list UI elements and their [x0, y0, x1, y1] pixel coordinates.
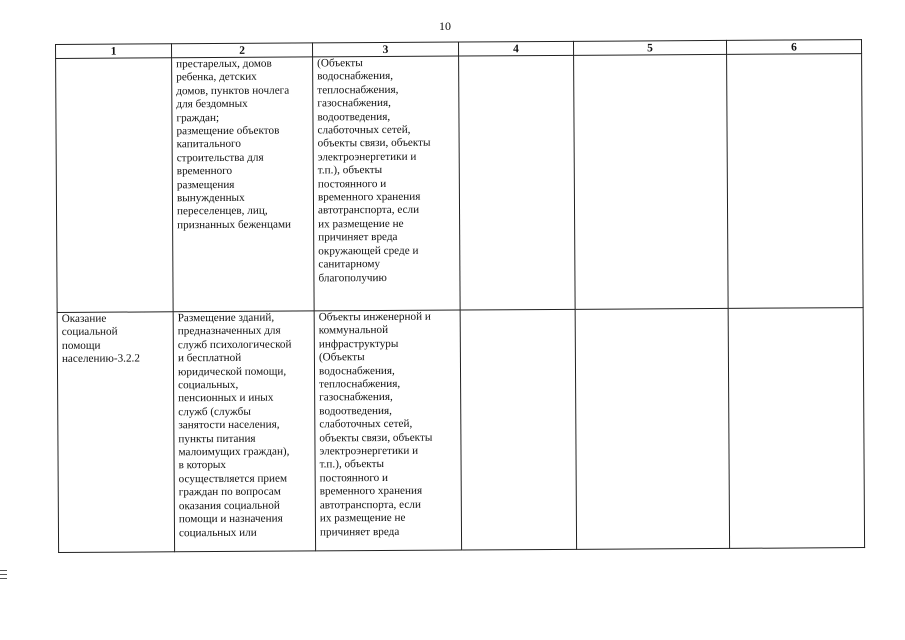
- page-number: 10: [439, 19, 451, 33]
- cell-text: престарелых, домов ребенка, детских домов, пунктов ночлега для бездомных граждан; размещение объектов капитального строительства для временного размещения вынужденных переселенцев, лиц, признанных беженцами: [176, 57, 292, 232]
- table-cell-column-4: [459, 55, 576, 310]
- cell-text: [465, 310, 571, 311]
- cell-text: Объекты инженерной и коммунальной инфраструктуры (Объекты водоснабжения, теплоснабжения, газоснабжения, водоотведения, слаботочных сетей, объекты связи, объекты электроэнергетики и т.п.), объекты постоянного и временного хранения автотранспорта, если их размещение не причиняет вреда: [318, 310, 433, 538]
- column-header-4: 4: [458, 41, 573, 56]
- table-cell-column-5: [574, 54, 729, 309]
- cell-text: Размещение зданий, предназначенных для служб психологической и бесплатной юридической помощи, социальных, пенсионных и иных служб (службы занятости населения, пункты питания малоимущих граждан), в которых осуществляется прием граждан по вопросам оказания социальной помощи и назначения социальных или: [177, 311, 292, 539]
- table-row: [56, 54, 864, 313]
- table-cell-column-6: [728, 308, 864, 549]
- table-row: [57, 308, 864, 553]
- table-cell-use-name: [57, 312, 174, 553]
- table-cell-column-4: [460, 309, 576, 550]
- table-cell-use-name: [56, 58, 174, 313]
- column-header-3: 3: [312, 42, 458, 57]
- table-cell-column-5: [575, 308, 729, 549]
- cell-text: [731, 54, 857, 55]
- table-cell-description: [173, 311, 315, 552]
- cell-text: [578, 55, 722, 56]
- table-cell-column-6: [727, 54, 864, 309]
- column-header-6: 6: [726, 40, 861, 55]
- column-header-1: 1: [56, 44, 172, 59]
- cell-text: [580, 309, 724, 310]
- cell-text: Оказание социальной помощи населению-3.2.2: [61, 312, 140, 366]
- table-cell-description: [172, 57, 315, 312]
- scan-margin-mark: [0, 570, 7, 582]
- table-cell-auxiliary-uses: [313, 56, 461, 311]
- cell-text: [733, 308, 859, 309]
- column-header-2: 2: [172, 43, 313, 58]
- column-header-5: 5: [573, 40, 726, 55]
- cell-text: [463, 56, 569, 57]
- table-cell-auxiliary-uses: [314, 310, 461, 551]
- land-use-table: [55, 39, 865, 553]
- cell-text: [60, 58, 167, 59]
- cell-text: (Объекты водоснабжения, теплоснабжения, газоснабжения, водоотведения, слаботочных сетей, объекты связи, объекты электроэнергетики и т.п.), объекты постоянного и временного хранения автотранспорта, если их размещение не причиняет вреда окружающей среде и санитарному благополучию: [317, 57, 431, 284]
